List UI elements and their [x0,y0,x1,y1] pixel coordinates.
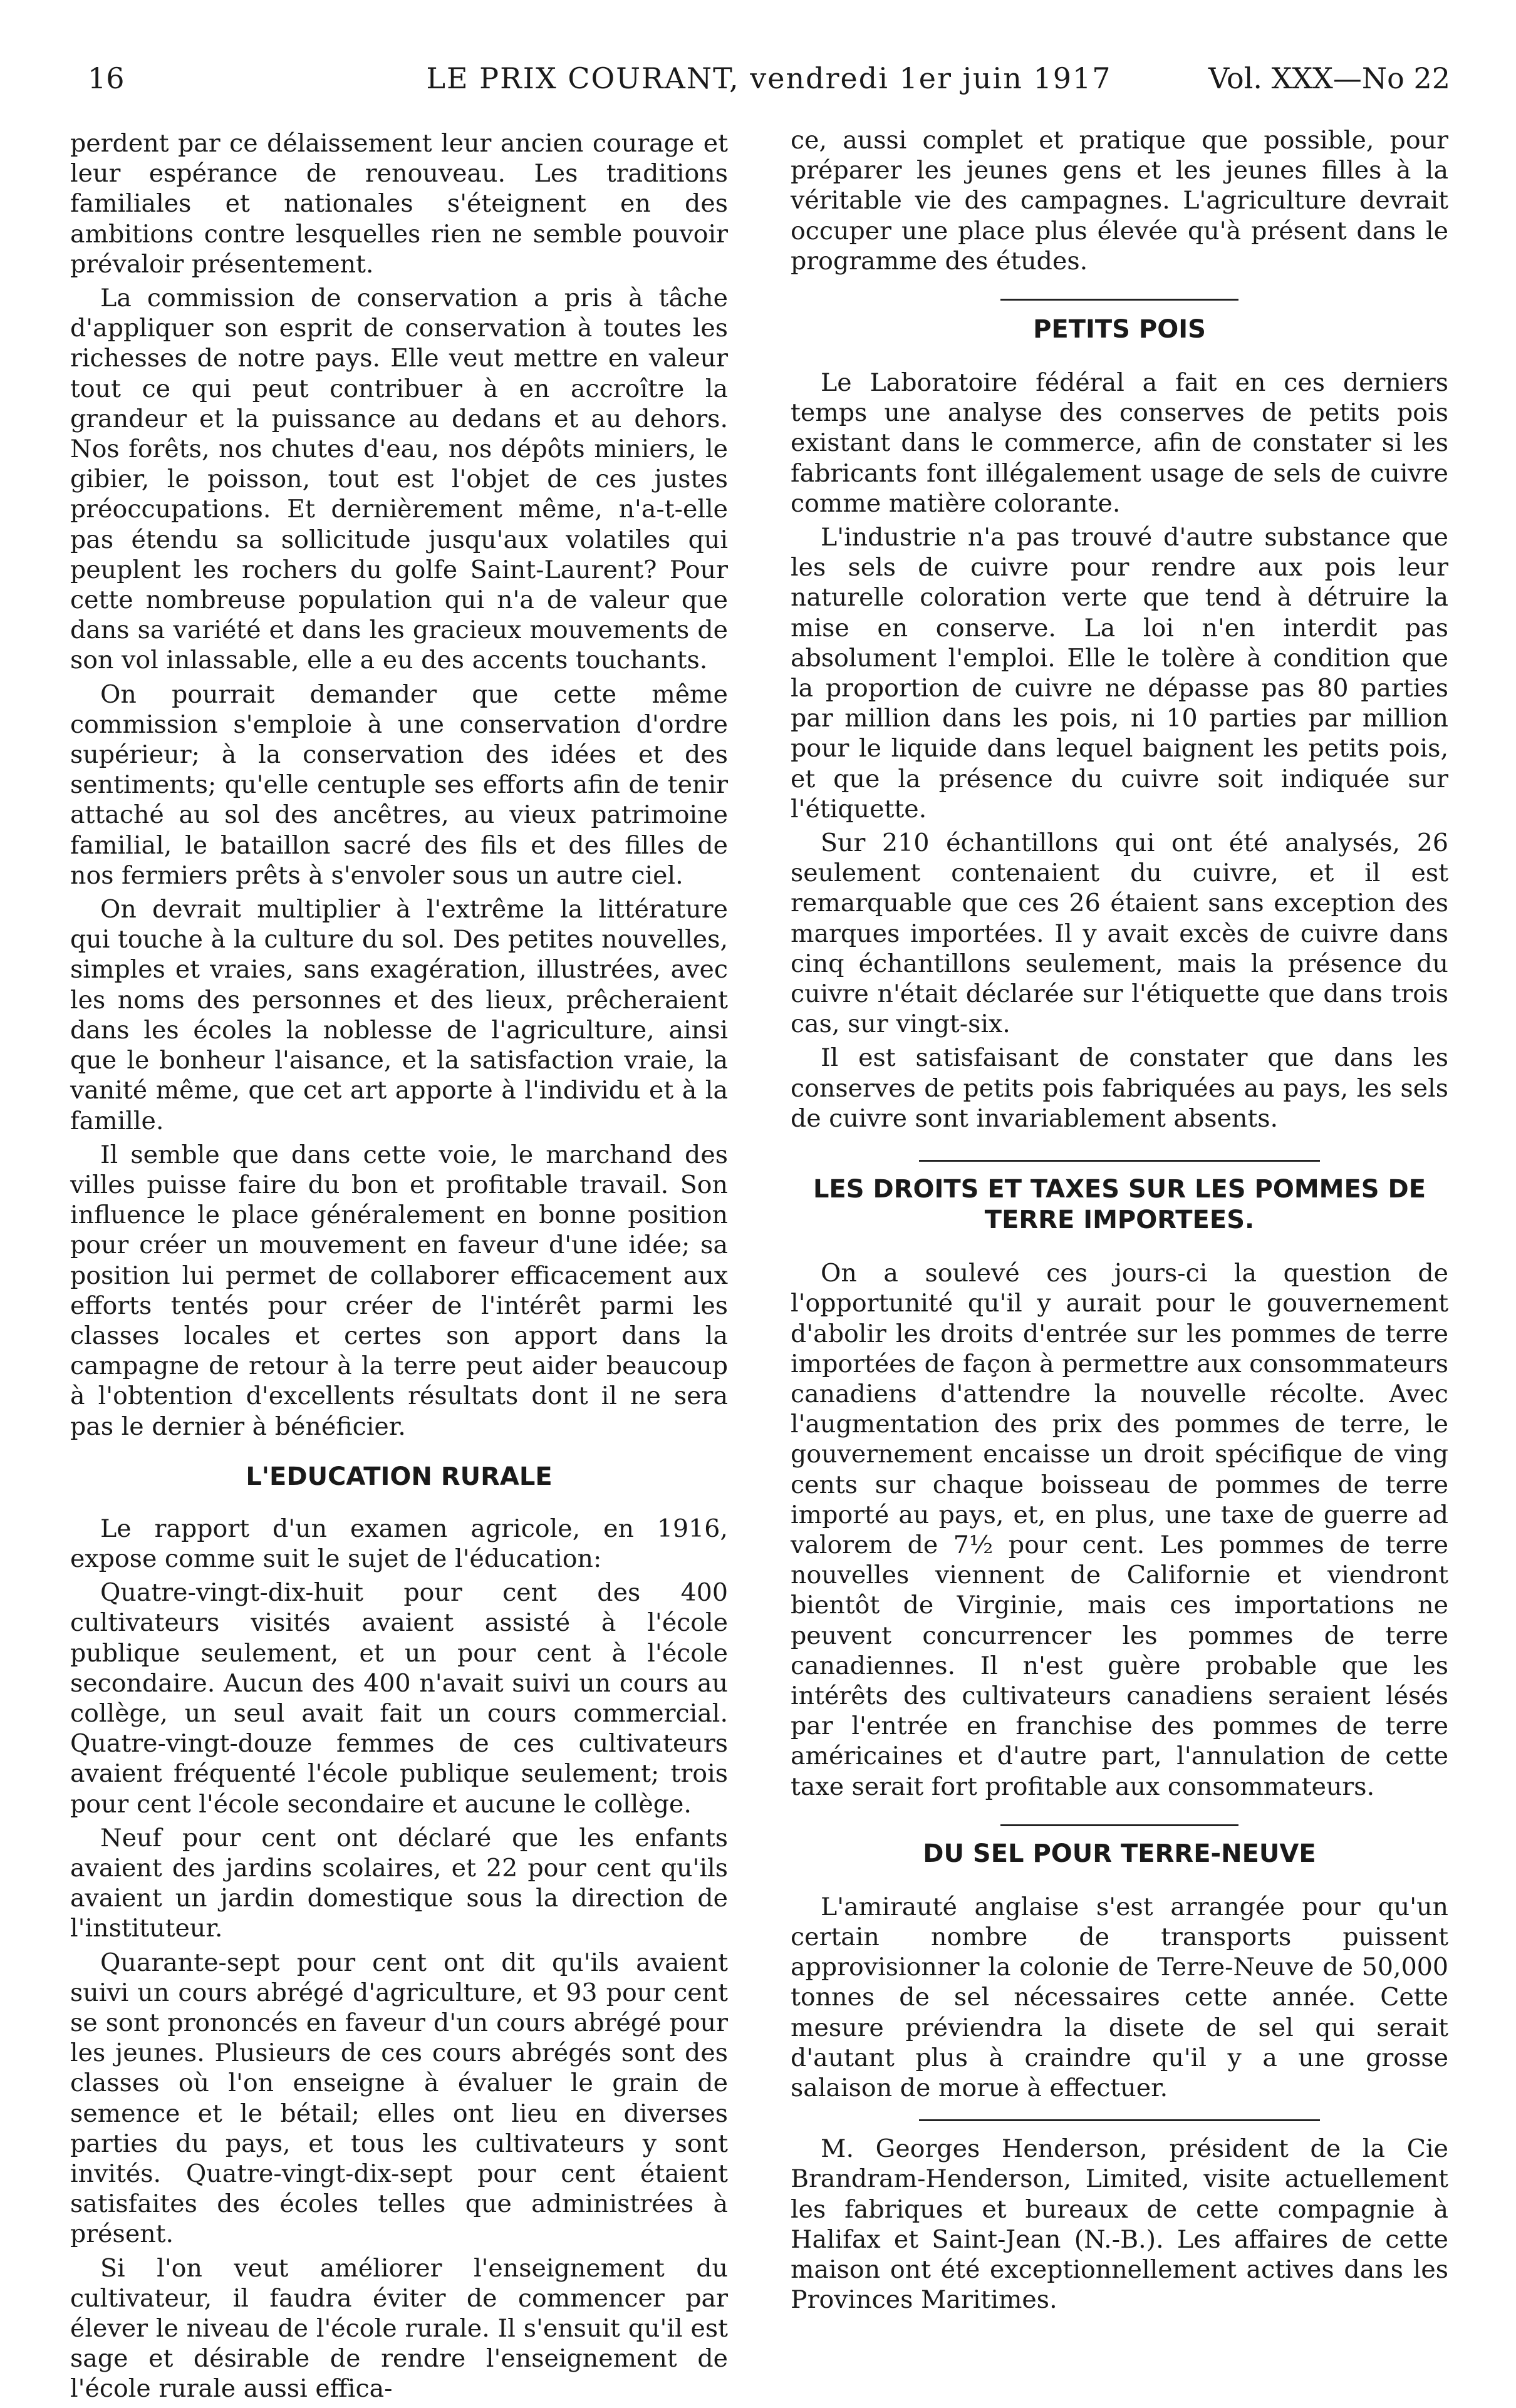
left-column [70,128,728,2408]
paragraph: Il est satisfaisant de constater que dans les conserves de petits pois fabriquées au pays, les sels de cuivre sont invariablement absents. [791,1043,1448,1133]
volume-number: Vol. XXX—No 22 [1208,61,1450,95]
paragraph: Si l'on veut améliorer l'enseignement du cultivateur, il faudra éviter de commencer par élever le niveau de l'école rurale. Il s'ensuit qu'il est sage et désirable de rendre l'enseignement de l'école rurale aussi effica- [70,2253,728,2404]
paragraph: Il semble que dans cette voie, le marchand des villes puisse faire du bon et profitable travail. Son influence le place généralement en bonne position pour créer un mouvement en faveur d'une idée; sa position lui permet de collaborer efficacement aux efforts tentés pour créer de l'intérêt parmi les classes locales et certes son apport dans la campagne de retour à la terre peut aider beaucoup à l'obtention d'excellents résultats dont il ne sera pas le dernier à bénéficier. [70,1140,728,1441]
newspaper-title: LE PRIX COURANT, vendredi 1er juin 1917 [426,61,1112,95]
paragraph: On a soulevé ces jours-ci la question de l'opportunité qu'il y aurait pour le gouvernement d'abolir les droits d'entrée sur les pommes de terre importées de façon à permettre aux consommateurs canadiens d'attendre la nouvelle récolte. Avec l'augmentation des prix des pommes de terre, le gouvernement encaisse un droit spécifique de ving cents sur chaque boisseau de pommes de terre importé au pays, et, en plus, une taxe de guerre ad valorem de 7½ pour cent. Les pommes de terre nouvelles viennent de Californie et viendront bientôt de Virginie, mais ces importations ne peuvent concurrencer les pommes de terre canadiennes. Il n'est guère probable que les intérêts des cultivateurs canadiens seraient lésés par l'entrée en franchise des pommes de terre américaines et d'autre part, l'annulation de cette taxe serait fort profitable aux consommateurs. [791,1259,1448,1801]
paragraph: M. Georges Henderson, président de la Cie Brandram-Henderson, Limited, visite actuellement les fabriques et bureaux de cette compagnie à Halifax et Saint-Jean (N.-B.). Les affaires de cette maison ont été exceptionnellement actives dans les Provinces Maritimes. [791,2134,1448,2315]
page-number: 16 [88,61,125,95]
section-heading-sel: DU SEL POUR TERRE-NEUVE [923,1839,1316,1868]
paragraph: On devrait multiplier à l'extrême la littérature qui touche à la culture du sol. Des petites nouvelles, simples et vraies, sans exagération, illustrées, avec les noms des personnes et des lieux, prêcheraient dans les écoles la noblesse de l'agriculture, ainsi que le bonheur l'aisance, et la satisfaction vraie, la vanité même, que cet art apporte à l'individu et à la famille. [70,895,728,1135]
paragraph: Le Laboratoire fédéral a fait en ces derniers temps une analyse des conserves de petits pois existant dans le commerce, afin de constater si les fabricants font illégalement usage de sels de cuivre comme matière colorante. [791,368,1448,518]
right-column [791,125,1448,2318]
page-header [88,59,1450,97]
paragraph: perdent par ce délaissement leur ancien courage et leur espérance de renouveau. Les traditions familiales et nationales s'éteignent en des ambitions contre lesquelles rien ne semble pouvoir prévaloir présentement. [70,129,728,279]
paragraph: L'industrie n'a pas trouvé d'autre substance que les sels de cuivre pour rendre aux pois leur naturelle coloration verte que tend à détruire la mise en conserve. La loi n'en interdit pas absolument l'emploi. Elle le tolère à condition que la proportion de cuivre ne dépasse pas 80 parties par million dans les pois, ni 10 parties par million pour le liquide dans lequel baignent les petits pois, et que la présence du cuivre soit indiquée sur l'étiquette. [791,523,1448,824]
section-heading-education: L'EDUCATION RURALE [246,1462,553,1491]
paragraph: Neuf pour cent ont déclaré que les enfants avaient des jardins scolaires, et 22 pour cent qu'ils avaient un jardin domestique sous la direction de l'instituteur. [70,1823,728,1943]
section-heading-petits-pois: PETITS POIS [1033,315,1206,344]
paragraph: ce, aussi complet et pratique que possible, pour préparer les jeunes gens et les jeunes filles à la véritable vie des campagnes. L'agriculture devrait occuper une place plus élevée qu'à présent dans le programme des études. [791,126,1448,276]
paragraph: Le rapport d'un examen agricole, en 1916, expose comme suit le sujet de l'éducation: [70,1514,728,1573]
paragraph: L'amirauté anglaise s'est arrangée pour qu'un certain nombre de transports puissent approvisionner la colonie de Terre-Neuve de 50,000 tonnes de sel nécessaires cette année. Cette mesure préviendra la disete de sel qui serait d'autant plus à craindre qu'il y a une grosse salaison de morue à effectuer. [791,1892,1448,2102]
paragraph: On pourrait demander que cette même commission s'emploie à une conservation d'ordre supérieur; à la conservation des idées et des sentiments; qu'elle centuple ses efforts afin de tenir attaché au sol des ancêtres, au vieux patrimoine familial, le bataillon sacré des fils et des filles de nos fermiers prêts à s'envoler sous un autre ciel. [70,680,728,890]
paragraph: Sur 210 échantillons qui ont été analysés, 26 seulement contenaient du cuivre, et il est remarquable que ces 26 étaient sans exception des marques importées. Il y avait excès de cuivre dans cinq échantillons seulement, mais la présence du cuivre n'était déclarée sur l'étiquette que dans trois cas, sur vingt-six. [791,829,1448,1039]
paragraph: Quatre-vingt-dix-huit pour cent des 400 cultivateurs visités avaient assisté à l'école publique seulement, et un pour cent à l'école secondaire. Aucun des 400 n'avait suivi un cours au collège, un seul avait fait un cours commercial. Quatre-vingt-douze femmes de ces cultivateurs avaient fréquenté l'école publique seulement; trois pour cent l'école secondaire et aucune le collège. [70,1578,728,1819]
section-heading-droits-taxes: LES DROITS ET TAXES SUR LES POMMES DE TERRE IMPORTEES. [813,1175,1426,1235]
paragraph: Quarante-sept pour cent ont dit qu'ils avaient suivi un cours abrégé d'agriculture, et 93 pour cent se sont prononcés en faveur d'un cours abrégé pour les jeunes. Plusieurs de ces cours abrégés sont des classes où l'on enseigne à évaluer le grain de semence et le bétail; elles ont lieu en diverses parties du pays, et tous les cultivateurs y sont invités. Quatre-vingt-dix-sept pour cent étaient satisfaites des écoles telles que administrées à présent. [70,1948,728,2249]
paragraph: La commission de conservation a pris à tâche d'appliquer son esprit de conservation à toutes les richesses de notre pays. Elle veut mettre en valeur tout ce qui peut contribuer à en accroître la grandeur et la puissance au dedans et au dehors. Nos forêts, nos chutes d'eau, nos dépôts miniers, le gibier, le poisson, tout est l'objet de ces justes préoccupations. Et dernièrement même, n'a-t-elle pas étendu sa sollicitude jusqu'aux volatiles qui peuplent les rochers du golfe Saint-Laurent? Pour cette nombreuse population qui n'a de valeur que dans sa variété et dans les gracieux mouvements de son vol inlassable, elle a eu des accents touchants. [70,284,728,675]
